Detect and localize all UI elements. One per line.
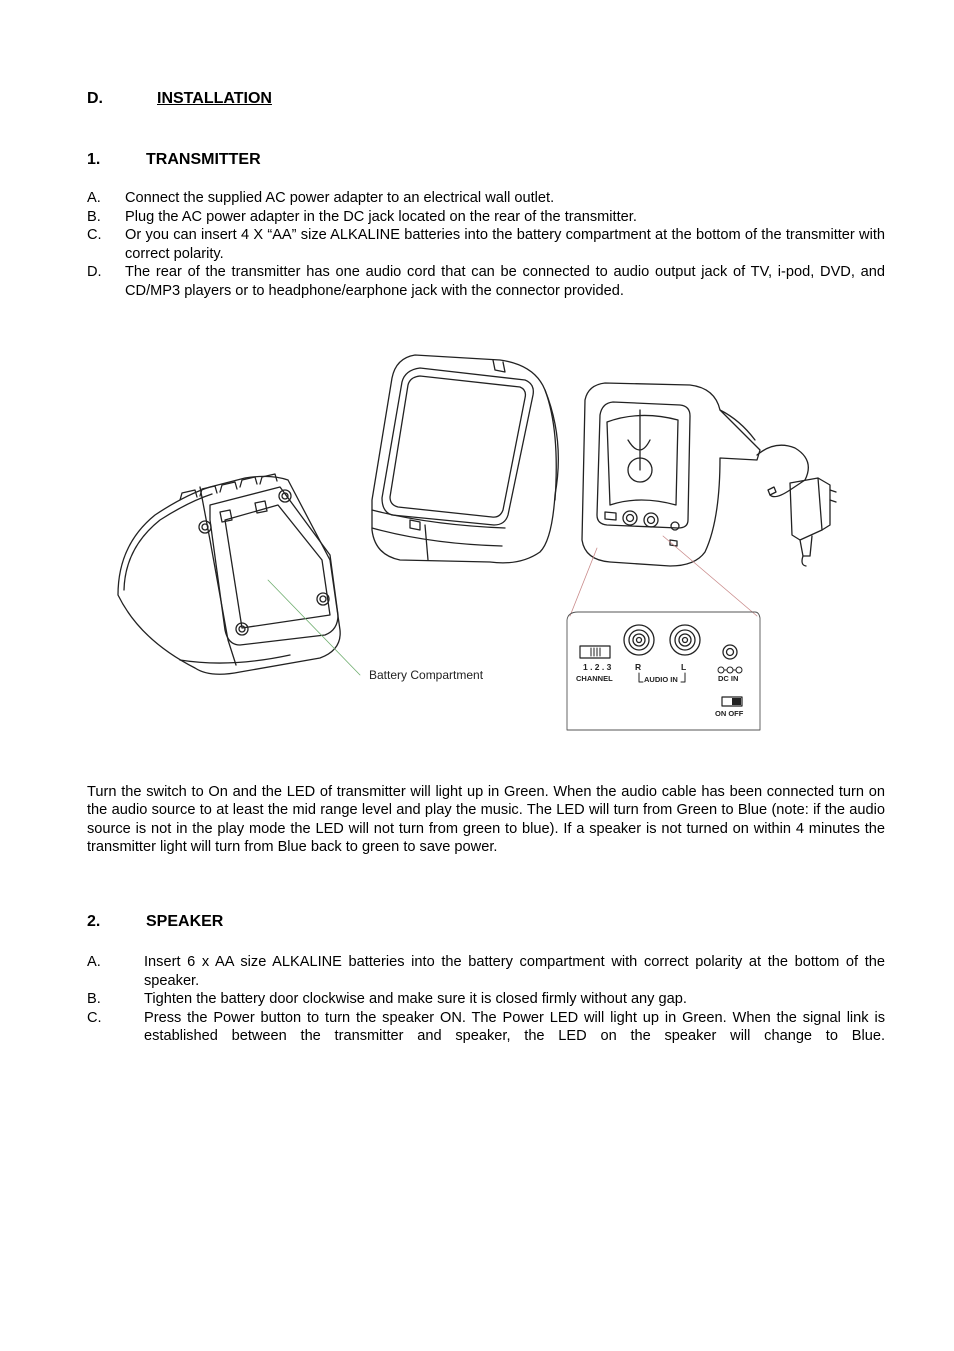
transmitter-step	[87, 263, 885, 300]
speaker-step	[87, 990, 885, 1009]
audio-r-label: R	[635, 662, 642, 672]
speaker-title: SPEAKER	[146, 913, 224, 930]
speaker-step	[87, 953, 885, 990]
transmitter-step	[87, 226, 885, 263]
step-marker: A.	[87, 954, 101, 970]
channel-numbers: 1 . 2 . 3	[583, 662, 612, 672]
transmitter-illustration	[0, 330, 954, 740]
transmitter-step	[87, 208, 885, 227]
callout-leader-right	[663, 536, 757, 616]
section-letter: D.	[87, 90, 103, 107]
channel-switch	[580, 646, 610, 658]
step-text: Insert 6 x AA size ALKALINE batteries into the battery compartment with correct polarity at the bottom of the speaker.	[144, 954, 885, 989]
transmitter-rear-view	[582, 383, 836, 566]
battery-leader-line	[268, 580, 360, 675]
transmitter-front-view	[372, 355, 558, 563]
step-text: Tighten the battery door clockwise and make sure it is closed firmly without any gap.	[144, 991, 687, 1008]
step-text: The rear of the transmitter has one audio cord that can be connected to audio output jack of TV, i-pod, DVD, and CD/MP3 players or to headphone/earphone jack with the connector provided.	[125, 264, 885, 299]
step-marker: C.	[87, 1009, 102, 1026]
step-marker: D.	[87, 264, 102, 281]
step-marker: C.	[87, 227, 102, 244]
transmitter-bottom-view	[118, 474, 340, 674]
channel-label: CHANNEL	[576, 674, 613, 683]
speaker-step	[87, 1009, 885, 1046]
battery-compartment-label: Battery Compartment	[369, 668, 484, 682]
transmitter-steps	[87, 189, 885, 301]
dc-in-jack	[723, 645, 737, 659]
transmitter-number: 1.	[87, 151, 101, 168]
speaker-number: 2.	[87, 913, 101, 930]
section-title: INSTALLATION	[157, 90, 272, 107]
on-off-label: ON OFF	[715, 709, 744, 718]
speaker-steps	[87, 953, 885, 1046]
step-text: Connect the supplied AC power adapter to an electrical wall outlet.	[125, 190, 555, 206]
step-marker: B.	[87, 991, 101, 1008]
transmitter-led-note: Turn the switch to On and the LED of transmitter will light up in Green. When the audio cable has been connected turn on the audio source to at least the mid range level and play the music. The LED will turn from Green to Blue (note: if the audio source is not in the play mode the LED will not turn from green to blue). If a speaker is not turned on within 4 minutes the transmitter light will turn from Blue back to green to save power.	[87, 784, 885, 856]
step-text: Press the Power button to turn the speaker ON. The Power LED will light up in Green. When the signal link is established between the transmitter and speaker, the LED on the speaker will change to Blue.	[144, 1009, 885, 1045]
speaker-heading	[87, 913, 487, 933]
rear-panel-callout	[567, 612, 760, 730]
transmitter-step	[87, 189, 885, 208]
step-marker: B.	[87, 208, 101, 225]
audio-in-label: AUDIO IN	[644, 675, 678, 684]
audio-l-label: L	[681, 662, 687, 672]
callout-leader-left	[570, 548, 597, 616]
section-heading	[87, 90, 487, 110]
step-text: Plug the AC power adapter in the DC jack located on the rear of the transmitter.	[125, 208, 637, 225]
dc-in-label: DC IN	[718, 674, 739, 683]
transmitter-title: TRANSMITTER	[146, 151, 261, 168]
step-text: Or you can insert 4 X “AA” size ALKALINE batteries into the battery compartment at the bottom of the transmitter with correct polarity.	[125, 227, 885, 262]
step-marker: A.	[87, 190, 101, 206]
transmitter-heading	[87, 151, 487, 171]
